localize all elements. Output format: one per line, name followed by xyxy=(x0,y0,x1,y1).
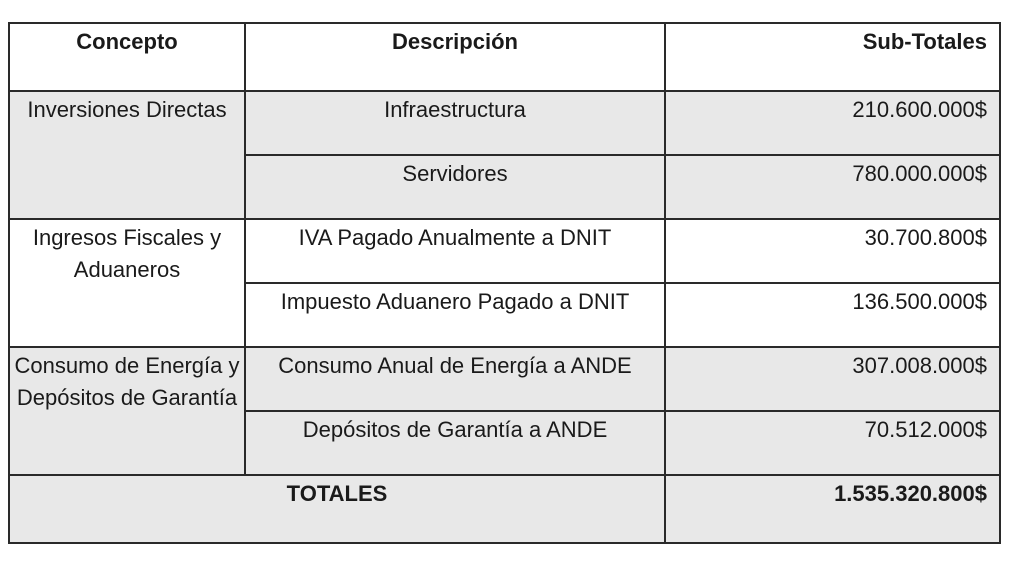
header-concepto: Concepto xyxy=(9,23,245,91)
concepto-cell: Consumo de Energía y Depósitos de Garantía xyxy=(9,347,245,475)
subtotal-cell: 210.600.000$ xyxy=(665,91,1000,155)
subtotal-cell: 70.512.000$ xyxy=(665,411,1000,475)
subtotal-cell: 136.500.000$ xyxy=(665,283,1000,347)
descripcion-cell: Impuesto Aduanero Pagado a DNIT xyxy=(245,283,665,347)
table-row xyxy=(9,219,1000,283)
subtotal-cell: 307.008.000$ xyxy=(665,347,1000,411)
descripcion-cell: IVA Pagado Anualmente a DNIT xyxy=(245,219,665,283)
descripcion-cell: Infraestructura xyxy=(245,91,665,155)
totals-row xyxy=(9,475,1000,543)
totals-label: TOTALES xyxy=(9,475,665,543)
header-descripcion: Descripción xyxy=(245,23,665,91)
header-row xyxy=(9,23,1000,91)
descripcion-cell: Depósitos de Garantía a ANDE xyxy=(245,411,665,475)
table-row xyxy=(9,347,1000,411)
header-subtotales: Sub-Totales xyxy=(665,23,1000,91)
subtotal-cell: 30.700.800$ xyxy=(665,219,1000,283)
concepto-cell: Ingresos Fiscales y Aduaneros xyxy=(9,219,245,347)
summary-table xyxy=(8,22,1001,544)
descripcion-cell: Consumo Anual de Energía a ANDE xyxy=(245,347,665,411)
table-row xyxy=(9,91,1000,155)
concepto-cell: Inversiones Directas xyxy=(9,91,245,219)
totals-value: 1.535.320.800$ xyxy=(665,475,1000,543)
subtotal-cell: 780.000.000$ xyxy=(665,155,1000,219)
descripcion-cell: Servidores xyxy=(245,155,665,219)
